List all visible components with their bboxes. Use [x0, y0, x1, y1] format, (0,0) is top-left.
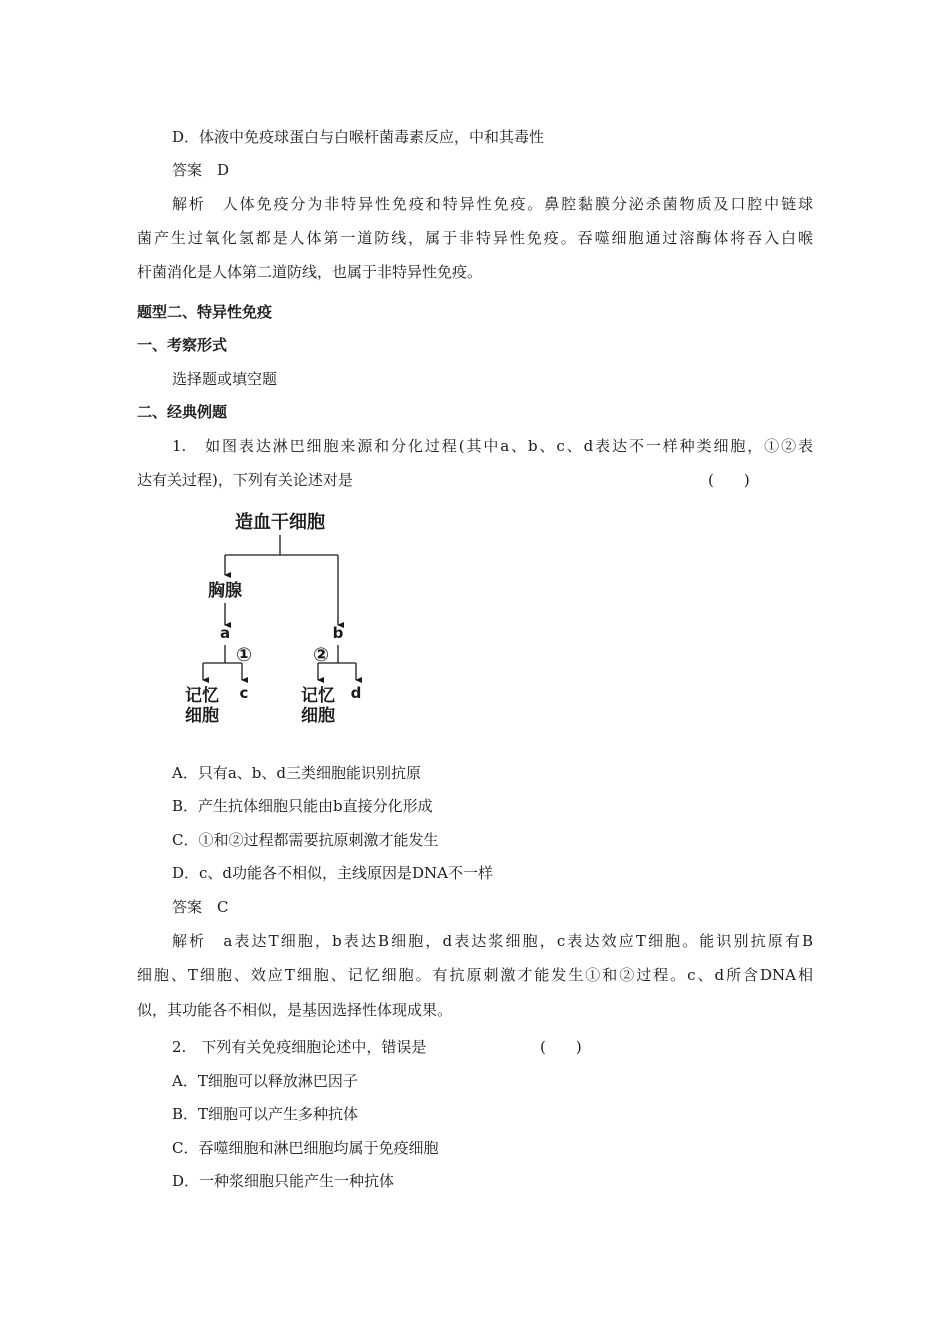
node-memory-cell-right: 记忆 [301, 686, 335, 706]
explanation-line: 细胞、T细胞、效应T细胞、记忆细胞。有抗原刺激才能发生①和②过程。c、d所含DNA相 [137, 966, 813, 984]
explanation-line: 解析 人体免疫分为非特异性免疫和特异性免疫。鼻腔黏膜分泌杀菌物质及口腔中链球 [172, 195, 813, 213]
explanation-line: 菌产生过氧化氢都是人体第一道防线，属于非特异性免疫。吞噬细胞通过溶酶体将吞入白喉 [137, 229, 813, 247]
explanation-line: 杆菌消化是人体第二道防线，也属于非特异性免疫。 [137, 263, 483, 281]
option-c: C．吞噬细胞和淋巴细胞均属于免疫细胞 [172, 1139, 439, 1157]
section-title: 题型二、特异性免疫 [137, 303, 273, 321]
option-d: D．体液中免疫球蛋白与白喉杆菌毒素反应，中和其毒性 [172, 128, 545, 146]
node-memory-cell-right: 细胞 [301, 706, 335, 726]
option-d: D．c、d功能各不相似，主线原因是DNA不一样 [172, 864, 494, 882]
node-hematopoietic-stem-cell: 造血干细胞 [235, 512, 325, 533]
node-c: c [239, 684, 249, 702]
subheading: 一、考察形式 [137, 336, 228, 354]
option-a: A．只有a、b、d三类细胞能识别抗原 [172, 764, 421, 782]
answer: 答案 C [172, 898, 229, 916]
option-d: D．一种浆细胞只能产生一种抗体 [172, 1172, 395, 1190]
option-a: A．T细胞可以释放淋巴因子 [172, 1072, 358, 1090]
label-process-2: ② [313, 644, 330, 666]
node-d: d [350, 684, 362, 702]
explanation-line: 解析 a表达T细胞，b表达B细胞，d表达浆细胞，c表达效应T细胞。能识别抗原有B [172, 932, 813, 950]
explanation-line: 似，其功能各不相似，是基因选择性体现成果。 [137, 1001, 453, 1019]
node-memory-cell-left: 记忆 [185, 686, 219, 706]
option-c: C．①和②过程都需要抗原刺激才能发生 [172, 831, 439, 849]
answer: 答案 D [172, 161, 230, 179]
lymphocyte-diagram [170, 505, 390, 730]
option-b: B．T细胞可以产生多种抗体 [172, 1105, 359, 1123]
node-thymus: 胸腺 [208, 581, 242, 601]
node-memory-cell-left: 细胞 [185, 706, 219, 726]
question-stem: 达有关过程)，下列有关论述对是 [137, 471, 353, 489]
answer-blank: ( ) [540, 1038, 582, 1056]
question-stem: 1. 如图表达淋巴细胞来源和分化过程(其中a、b、c、d表达不一样种类细胞，①②表 [172, 437, 813, 455]
node-b: b [332, 624, 344, 642]
question-stem: 2. 下列有关免疫细胞论述中，错误是 [172, 1038, 427, 1056]
option-b: B．产生抗体细胞只能由b直接分化形成 [172, 797, 433, 815]
body-text: 选择题或填空题 [172, 370, 278, 388]
node-a: a [219, 624, 231, 642]
answer-blank: ( ) [708, 471, 750, 489]
subheading: 二、经典例题 [137, 403, 228, 421]
label-process-1: ① [236, 644, 253, 666]
